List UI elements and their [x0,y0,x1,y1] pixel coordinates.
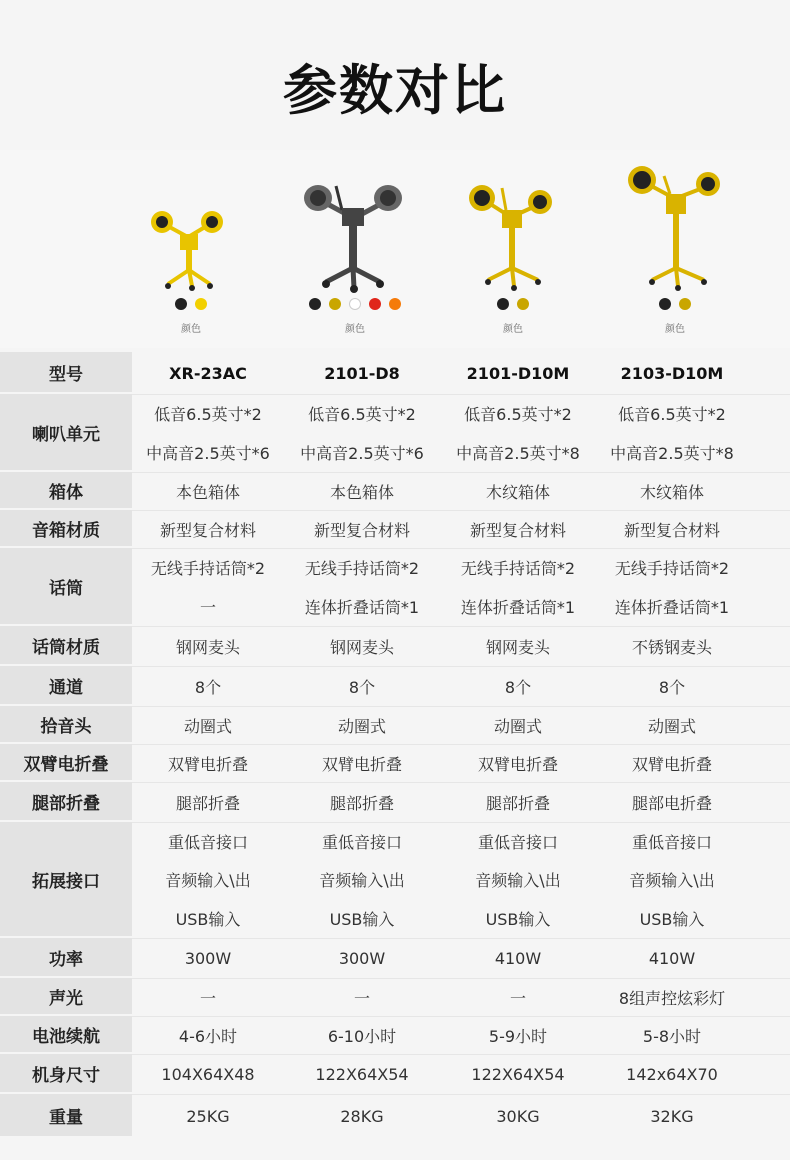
table-cell [132,548,284,626]
table-cell [132,706,284,744]
cell-text: 104X64X48 [161,1064,255,1084]
cell-text: 2101-D10M [466,363,570,383]
color-label: 颜色 [181,324,201,335]
table-cell [596,626,748,666]
table-cell [442,666,594,706]
row-label: 机身尺寸 [0,1054,132,1092]
cell-text: 新型复合材料 [159,520,256,540]
row-divider [132,1094,790,1095]
cell-text: 腿部折叠 [175,793,240,813]
table-row [0,978,790,1016]
row-divider [132,472,790,473]
cell-text: 腿部折叠 [485,793,550,813]
table-row [0,666,790,706]
color-label: 颜色 [665,324,685,335]
table-cell [286,782,438,822]
table-cell [286,548,438,626]
row-divider [132,548,790,549]
cell-text: USB输入 [329,910,395,930]
cell-text: 中高音2.5英寸*6 [300,444,424,463]
cell-text: 重低音接口 [321,832,402,852]
cell-text: 一 [353,988,370,1008]
table-cell [442,1054,594,1094]
table-row [0,744,790,782]
row-divider [132,1016,790,1017]
table-cell [132,744,284,782]
row-divider [132,822,790,823]
table-row [0,1054,790,1094]
row-label: 型号 [0,352,132,392]
row-divider [132,1054,790,1055]
cell-text: 中高音2.5英寸*8 [456,444,580,463]
table-row [0,782,790,822]
cell-text: 122X64X54 [315,1064,409,1084]
table-cell [286,938,438,978]
table-cell [286,352,438,394]
table-row [0,394,790,472]
swatch-1[interactable] [517,298,529,310]
table-cell [442,394,594,472]
cell-text: 重低音接口 [631,832,712,852]
cell-text: 音频输入\出 [475,871,561,891]
cell-text: 无线手持话筒*2 [150,559,266,578]
cell-text: 5-8小时 [642,1026,702,1046]
table-cell [596,394,748,472]
swatch-0[interactable] [309,298,321,310]
cell-text: 8个 [504,677,532,697]
cell-text: 142x64X70 [626,1064,718,1084]
cell-text: 木纹箱体 [485,482,550,502]
table-cell [132,352,284,394]
table-cell [132,1094,284,1138]
table-cell [442,938,594,978]
table-cell [132,978,284,1016]
cell-text: 新型复合材料 [623,520,720,540]
swatch-0[interactable] [497,298,509,310]
table-cell [132,626,284,666]
table-cell [596,472,748,510]
table-row [0,352,790,394]
row-divider [132,510,790,511]
row-label: 电池续航 [0,1016,132,1052]
product-3 [442,150,592,348]
cell-text: 25KG [186,1106,230,1126]
row-label: 重量 [0,1094,132,1136]
table-cell [132,1016,284,1054]
table-cell [596,744,748,782]
cell-text: 410W [648,948,696,968]
table-cell [132,782,284,822]
gold-tall-dual-speaker-stand-icon [600,150,750,298]
cell-text: USB输入 [485,910,551,930]
table-cell [286,1054,438,1094]
row-divider [132,978,790,979]
table-cell [286,1016,438,1054]
table-row [0,706,790,744]
swatch-1[interactable] [195,298,207,310]
cell-text: 动圈式 [493,716,542,736]
table-row [0,510,790,548]
cell-text: 6-10小时 [327,1026,397,1046]
product-images-row [0,150,790,348]
cell-text: 不锈钢麦头 [631,637,712,657]
swatch-1[interactable] [679,298,691,310]
row-divider [132,394,790,395]
table-cell [286,510,438,548]
table-cell [286,394,438,472]
row-label: 拾音头 [0,706,132,742]
cell-text: 低音6.5英寸*2 [618,405,726,424]
cell-text: 一 [509,988,526,1008]
table-row [0,1016,790,1054]
swatch-4[interactable] [389,298,401,310]
cell-text: 无线手持话筒*2 [304,559,420,578]
cell-text: 双臂电折叠 [477,754,558,774]
table-cell [286,1094,438,1138]
row-label: 通道 [0,666,132,704]
cell-text: USB输入 [175,910,241,930]
row-divider [132,744,790,745]
cell-text: 410W [494,948,542,968]
table-cell [132,394,284,472]
table-cell [286,666,438,706]
table-cell [596,822,748,938]
cell-text: 双臂电折叠 [631,754,712,774]
cell-text: 8个 [658,677,686,697]
cell-text: 一 [199,988,216,1008]
table-cell [286,744,438,782]
table-cell [596,782,748,822]
cell-text: 中高音2.5英寸*6 [146,444,270,463]
cell-text: 新型复合材料 [469,520,566,540]
table-cell [596,1094,748,1138]
cell-text: USB输入 [639,910,705,930]
cell-text: 音频输入\出 [629,871,715,891]
yellow-compact-speaker-stand-icon [130,150,280,298]
color-label: 颜色 [503,324,523,335]
cell-text: 无线手持话筒*2 [460,559,576,578]
cell-text: 300W [338,948,386,968]
swatch-2[interactable] [349,298,361,310]
table-cell [596,352,748,394]
table-cell [596,706,748,744]
cell-text: 低音6.5英寸*2 [464,405,572,424]
row-divider [132,706,790,707]
table-cell [596,548,748,626]
page-title: 参数对比 [283,59,507,122]
cell-text: 新型复合材料 [313,520,410,540]
cell-text: 2103-D10M [620,363,724,383]
cell-text: 腿部电折叠 [631,793,712,813]
table-cell [442,510,594,548]
product-4 [600,150,750,348]
table-cell [132,938,284,978]
cell-text: 2101-D8 [324,363,400,383]
color-swatches [438,298,588,310]
color-label: 颜色 [345,324,365,335]
row-divider [132,666,790,667]
cell-text: 动圈式 [183,716,232,736]
row-label: 腿部折叠 [0,782,132,820]
cell-text: 动圈式 [337,716,386,736]
color-swatches [600,298,750,310]
table-cell [442,822,594,938]
table-row [0,472,790,510]
swatch-0[interactable] [175,298,187,310]
cell-text: 32KG [650,1106,694,1126]
cell-text: 122X64X54 [471,1064,565,1084]
cell-text: 重低音接口 [167,832,248,852]
table-row [0,548,790,626]
table-cell [132,510,284,548]
cell-text: 动圈式 [647,716,696,736]
cell-text: 中高音2.5英寸*8 [610,444,734,463]
table-cell [596,1016,748,1054]
cell-text: 双臂电折叠 [167,754,248,774]
row-label: 话筒材质 [0,626,132,664]
table-cell [132,1054,284,1094]
table-cell [596,978,748,1016]
color-swatches [116,298,266,310]
cell-text: 8组声控炫彩灯 [618,988,726,1008]
cell-text: 音频输入\出 [165,871,251,891]
table-row [0,822,790,938]
table-cell [132,822,284,938]
table-cell [442,1094,594,1138]
cell-text: XR-23AC [169,363,247,383]
cell-text: 28KG [340,1106,384,1126]
table-cell [596,1054,748,1094]
cell-text: 本色箱体 [329,482,394,502]
cell-text: 连体折叠话筒*1 [460,598,576,617]
row-label: 音箱材质 [0,510,132,546]
swatch-1[interactable] [329,298,341,310]
cell-text: 30KG [496,1106,540,1126]
table-cell [442,706,594,744]
table-cell [596,510,748,548]
cell-text: 重低音接口 [477,832,558,852]
row-label: 功率 [0,938,132,976]
cell-text: 低音6.5英寸*2 [154,405,262,424]
table-cell [132,472,284,510]
table-cell [286,978,438,1016]
table-cell [596,938,748,978]
cell-text: 连体折叠话筒*1 [304,598,420,617]
table-cell [132,666,284,706]
cell-text: 5-9小时 [488,1026,548,1046]
row-divider [132,782,790,783]
color-swatches [280,298,430,310]
table-cell [442,472,594,510]
table-cell [442,782,594,822]
row-divider [132,626,790,627]
product-2 [280,150,430,348]
table-row [0,1094,790,1138]
table-row [0,626,790,666]
row-label: 喇叭单元 [0,394,132,470]
cell-text: 本色箱体 [175,482,240,502]
table-cell [286,822,438,938]
cell-text: 音频输入\出 [319,871,405,891]
table-cell [286,706,438,744]
gold-dual-speaker-stand-icon [442,150,592,298]
row-divider [132,938,790,939]
cell-text: 300W [184,948,232,968]
cell-text: 腿部折叠 [329,793,394,813]
cell-text: 双臂电折叠 [321,754,402,774]
table-cell [596,666,748,706]
swatch-3[interactable] [369,298,381,310]
cell-text: 8个 [348,677,376,697]
row-label: 拓展接口 [0,822,132,936]
cell-text: 低音6.5英寸*2 [308,405,416,424]
cell-text: 无线手持话筒*2 [614,559,730,578]
row-label: 话筒 [0,548,132,624]
cell-text: 钢网麦头 [175,637,240,657]
cell-text: 8个 [194,677,222,697]
cell-text: 钢网麦头 [329,637,394,657]
table-cell [442,978,594,1016]
table-cell [442,548,594,626]
cell-text: 4-6小时 [178,1026,238,1046]
cell-text: 一 [199,598,216,617]
cell-text: 木纹箱体 [639,482,704,502]
cell-text: 连体折叠话筒*1 [614,598,730,617]
gray-dual-speaker-stand-icon [280,150,430,298]
table-row [0,938,790,978]
row-label: 声光 [0,978,132,1014]
table-cell [442,744,594,782]
table-cell [442,352,594,394]
table-cell [286,472,438,510]
swatch-0[interactable] [659,298,671,310]
row-label: 双臂电折叠 [0,744,132,780]
cell-text: 钢网麦头 [485,637,550,657]
table-cell [442,626,594,666]
row-label: 箱体 [0,472,132,508]
product-1 [130,150,280,348]
table-cell [442,1016,594,1054]
table-cell [286,626,438,666]
